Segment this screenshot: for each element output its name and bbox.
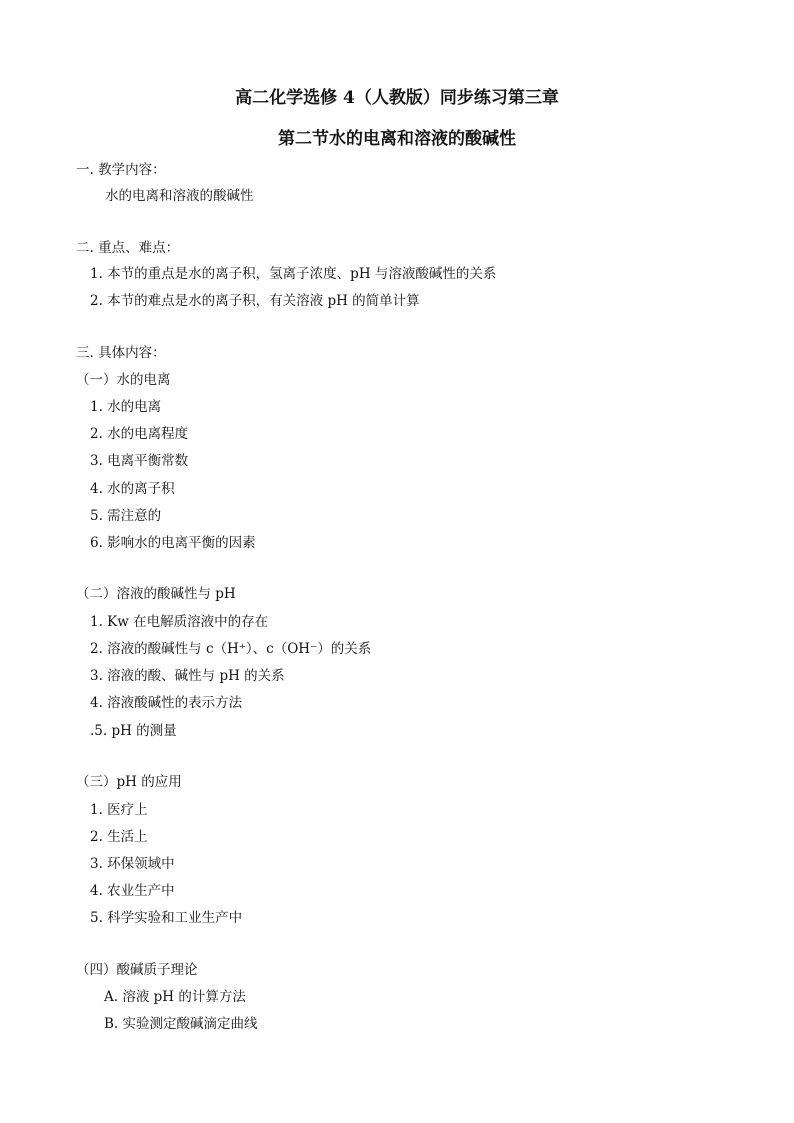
- subsection-heading-proton-theory: （四）酸碱质子理论: [76, 962, 198, 978]
- list-item: 2. 生活上: [90, 829, 148, 845]
- list-item: 5. 科学实验和工业生产中: [90, 910, 243, 926]
- list-item: 3. 电离平衡常数: [90, 453, 189, 469]
- list-item: 6. 影响水的电离平衡的因素: [90, 535, 256, 551]
- teaching-content: 水的电离和溶液的酸碱性: [105, 188, 254, 204]
- list-item: 3. 溶液的酸、碱性与 pH 的关系: [90, 668, 285, 684]
- list-item: 4. 溶液酸碱性的表示方法: [90, 695, 243, 711]
- key-point-item: 1. 本节的重点是水的离子积，氢离子浓度、pH 与溶液酸碱性的关系: [90, 266, 497, 282]
- document-title: 高二化学选修 4（人教版）同步练习第三章: [235, 88, 559, 108]
- list-item: 3. 环保领域中: [90, 856, 175, 872]
- document-subtitle: 第二节水的电离和溶液的酸碱性: [278, 129, 516, 149]
- list-item: 1. 水的电离: [90, 399, 162, 415]
- list-item: 2. 溶液的酸碱性与 c（H⁺）、c（OH⁻）的关系: [90, 641, 372, 657]
- list-item: .5. pH 的测量: [90, 723, 177, 739]
- subsection-heading-water-ionization: （一）水的电离: [76, 372, 171, 388]
- list-item: 4. 水的离子积: [90, 481, 175, 497]
- key-point-item: 2. 本节的难点是水的离子积，有关溶液 pH 的简单计算: [90, 293, 420, 309]
- list-item: A. 溶液 pH 的计算方法: [104, 989, 246, 1005]
- list-item: 2. 水的电离程度: [90, 426, 189, 442]
- section-heading-key-points: 二. 重点、难点：: [76, 240, 180, 256]
- list-item: B. 实验测定酸碱滴定曲线: [104, 1016, 258, 1032]
- list-item: 4. 农业生产中: [90, 883, 175, 899]
- list-item: 1. 医疗上: [90, 802, 148, 818]
- list-item: 5. 需注意的: [90, 508, 162, 524]
- section-heading-details: 三. 具体内容：: [76, 345, 166, 361]
- subsection-heading-ph-application: （三）pH 的应用: [76, 774, 182, 790]
- list-item: 1. Kw 在电解质溶液中的存在: [90, 614, 269, 630]
- section-heading-teaching: 一. 教学内容：: [76, 162, 166, 178]
- subsection-heading-acidity-ph: （二）溶液的酸碱性与 pH: [76, 586, 236, 602]
